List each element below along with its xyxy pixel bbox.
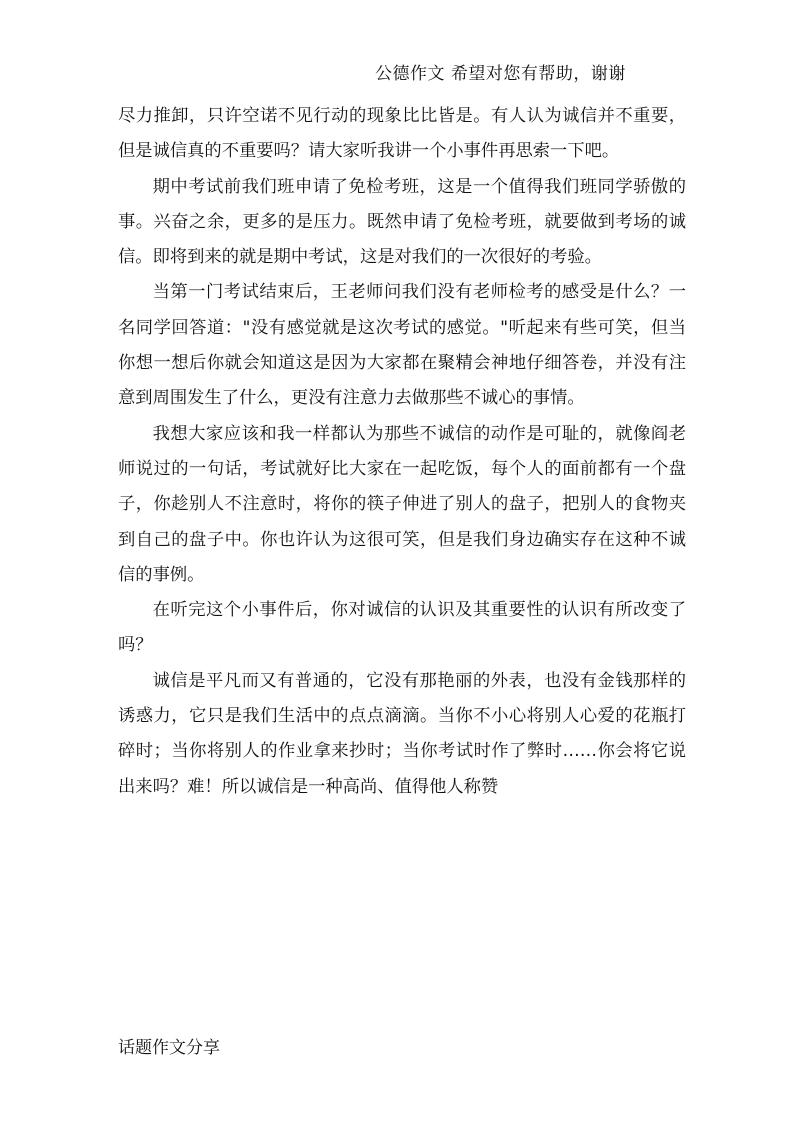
document-body <box>118 99 686 805</box>
paragraph: 诚信是平凡而又有普通的，它没有那艳丽的外表，也没有金钱那样的诱惑力，它只是我们生活中的点点滴滴。当你不小心将别人心爱的花瓶打碎时；当你将别人的作业拿来抄时；当你考试时作了弊时……你会将它说出来吗？难！所以诚信是一种高尚、值得他人称赞 <box>118 670 686 797</box>
paragraph: 期中考试前我们班申请了免检考班，这是一个值得我们班同学骄傲的事。兴奋之余，更多的是压力。既然申请了免检考班，就要做到考场的诚信。即将到来的就是期中考试，这是对我们的一次很好的考验。 <box>118 176 686 268</box>
paragraph: 当第一门考试结束后，王老师问我们没有老师检考的感受是什么？一名同学回答道："没有感觉就是这次考试的感觉。"听起来有些可笑，但当你想一想后你就会知道这是因为大家都在聚精会神地仔细答卷，并没有注意到周围发生了什么，更没有注意力去做那些不诚心的事情。 <box>118 282 686 409</box>
page-footer: 话题作文分享 <box>118 1038 220 1058</box>
paragraph: 在听完这个小事件后，你对诚信的认识及其重要性的认识有所改变了吗？ <box>118 600 686 656</box>
paragraph: 尽力推卸，只许空诺不见行动的现象比比皆是。有人认为诚信并不重要，但是诚信真的不重要吗？请大家听我讲一个小事件再思索一下吧。 <box>118 106 686 162</box>
paragraph: 我想大家应该和我一样都认为那些不诚信的动作是可耻的，就像阎老师说过的一句话，考试就好比大家在一起吃饭，每个人的面前都有一个盘子，你趁别人不注意时，将你的筷子伸进了别人的盘子，把别人的食物夹到自己的盘子中。你也许认为这很可笑，但是我们身边确实存在这种不诚信的事例。 <box>118 423 686 585</box>
page-header: 公德作文 希望对您有帮助，谢谢 <box>375 64 626 84</box>
